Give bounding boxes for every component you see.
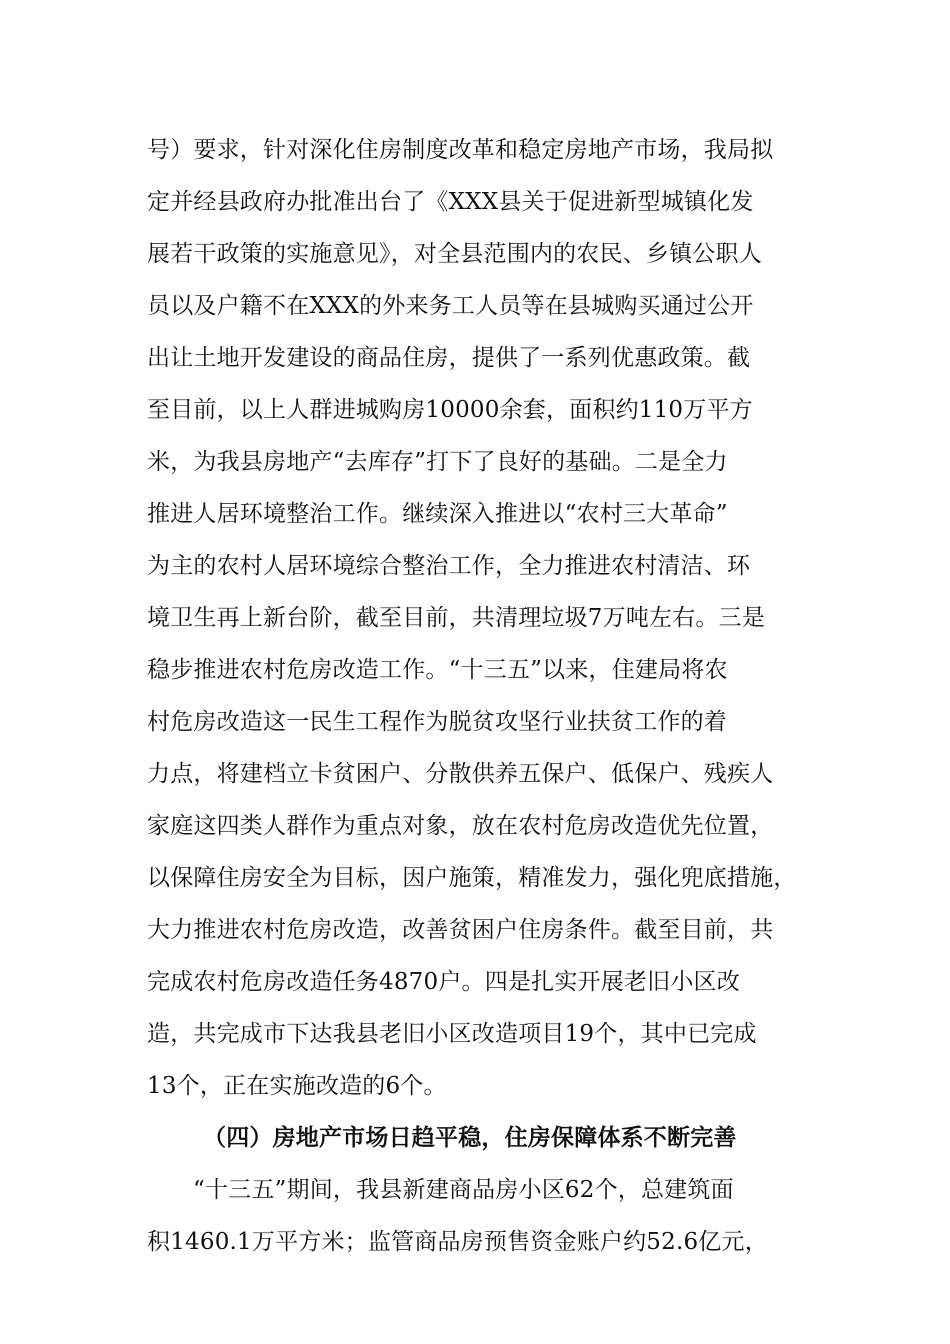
body-line: 米，为我县房地产“去库存”打下了良好的基础。二是全力 <box>147 449 728 475</box>
body-line: 员以及户籍不在XXX的外来务工人员等在县城购买通过公开 <box>147 293 754 319</box>
body-line: 完成农村危房改造任务4870户。四是扎实开展老旧小区改 <box>147 969 740 995</box>
body-line: 家庭这四类人群作为重点对象，放在农村危房改造优先位置， <box>147 813 774 839</box>
body-line: 大力推进农村危房改造，改善贫困户住房条件。截至目前，共 <box>147 917 774 943</box>
body-line: 境卫生再上新台阶，截至目前，共清理垃圾7万吨左右。三是 <box>147 605 766 631</box>
body-line: 出让土地开发建设的商品住房，提供了一系列优惠政策。截 <box>147 345 751 371</box>
body-line: “十三五”期间，我县新建商品房小区62个，总建筑面 <box>193 1177 734 1203</box>
body-line: 号）要求，针对深化住房制度改革和稳定房地产市场，我局拟 <box>147 137 774 163</box>
body-line: 积1460.1万平方米；监管商品房预售资金账户约52.6亿元， <box>147 1229 768 1255</box>
body-line: 稳步推进农村危房改造工作。“十三五”以来，住建局将农 <box>147 657 728 683</box>
body-line: 造，共完成市下达我县老旧小区改造项目19个，其中已完成 <box>147 1021 757 1047</box>
body-line: 展若干政策的实施意见》，对全县范围内的农民、乡镇公职人 <box>147 241 762 267</box>
body-line: 以保障住房安全为目标，因户施策，精准发力，强化兜底措施， <box>147 865 797 891</box>
body-line: 村危房改造这一民生工程作为脱贫攻坚行业扶贫工作的着 <box>147 709 727 735</box>
body-line: 推进人居环境整治工作。继续深入推进以“农村三大革命” <box>147 501 728 527</box>
document-body <box>147 124 807 1268</box>
body-line: 力点，将建档立卡贫困户、分散供养五保户、低保户、残疾人 <box>147 761 774 787</box>
body-line: 为主的农村人居环境综合整治工作，全力推进农村清洁、环 <box>147 553 751 579</box>
body-line: 至目前，以上人群进城购房10000余套，面积约110万平方 <box>147 397 753 423</box>
body-line: 定并经县政府办批准出台了《XXX县关于促进新型城镇化发 <box>147 189 754 215</box>
body-line: 13个，正在实施改造的6个。 <box>147 1073 447 1099</box>
section-heading: （四）房地产市场日趋平稳，住房保障体系不断完善 <box>203 1124 737 1151</box>
